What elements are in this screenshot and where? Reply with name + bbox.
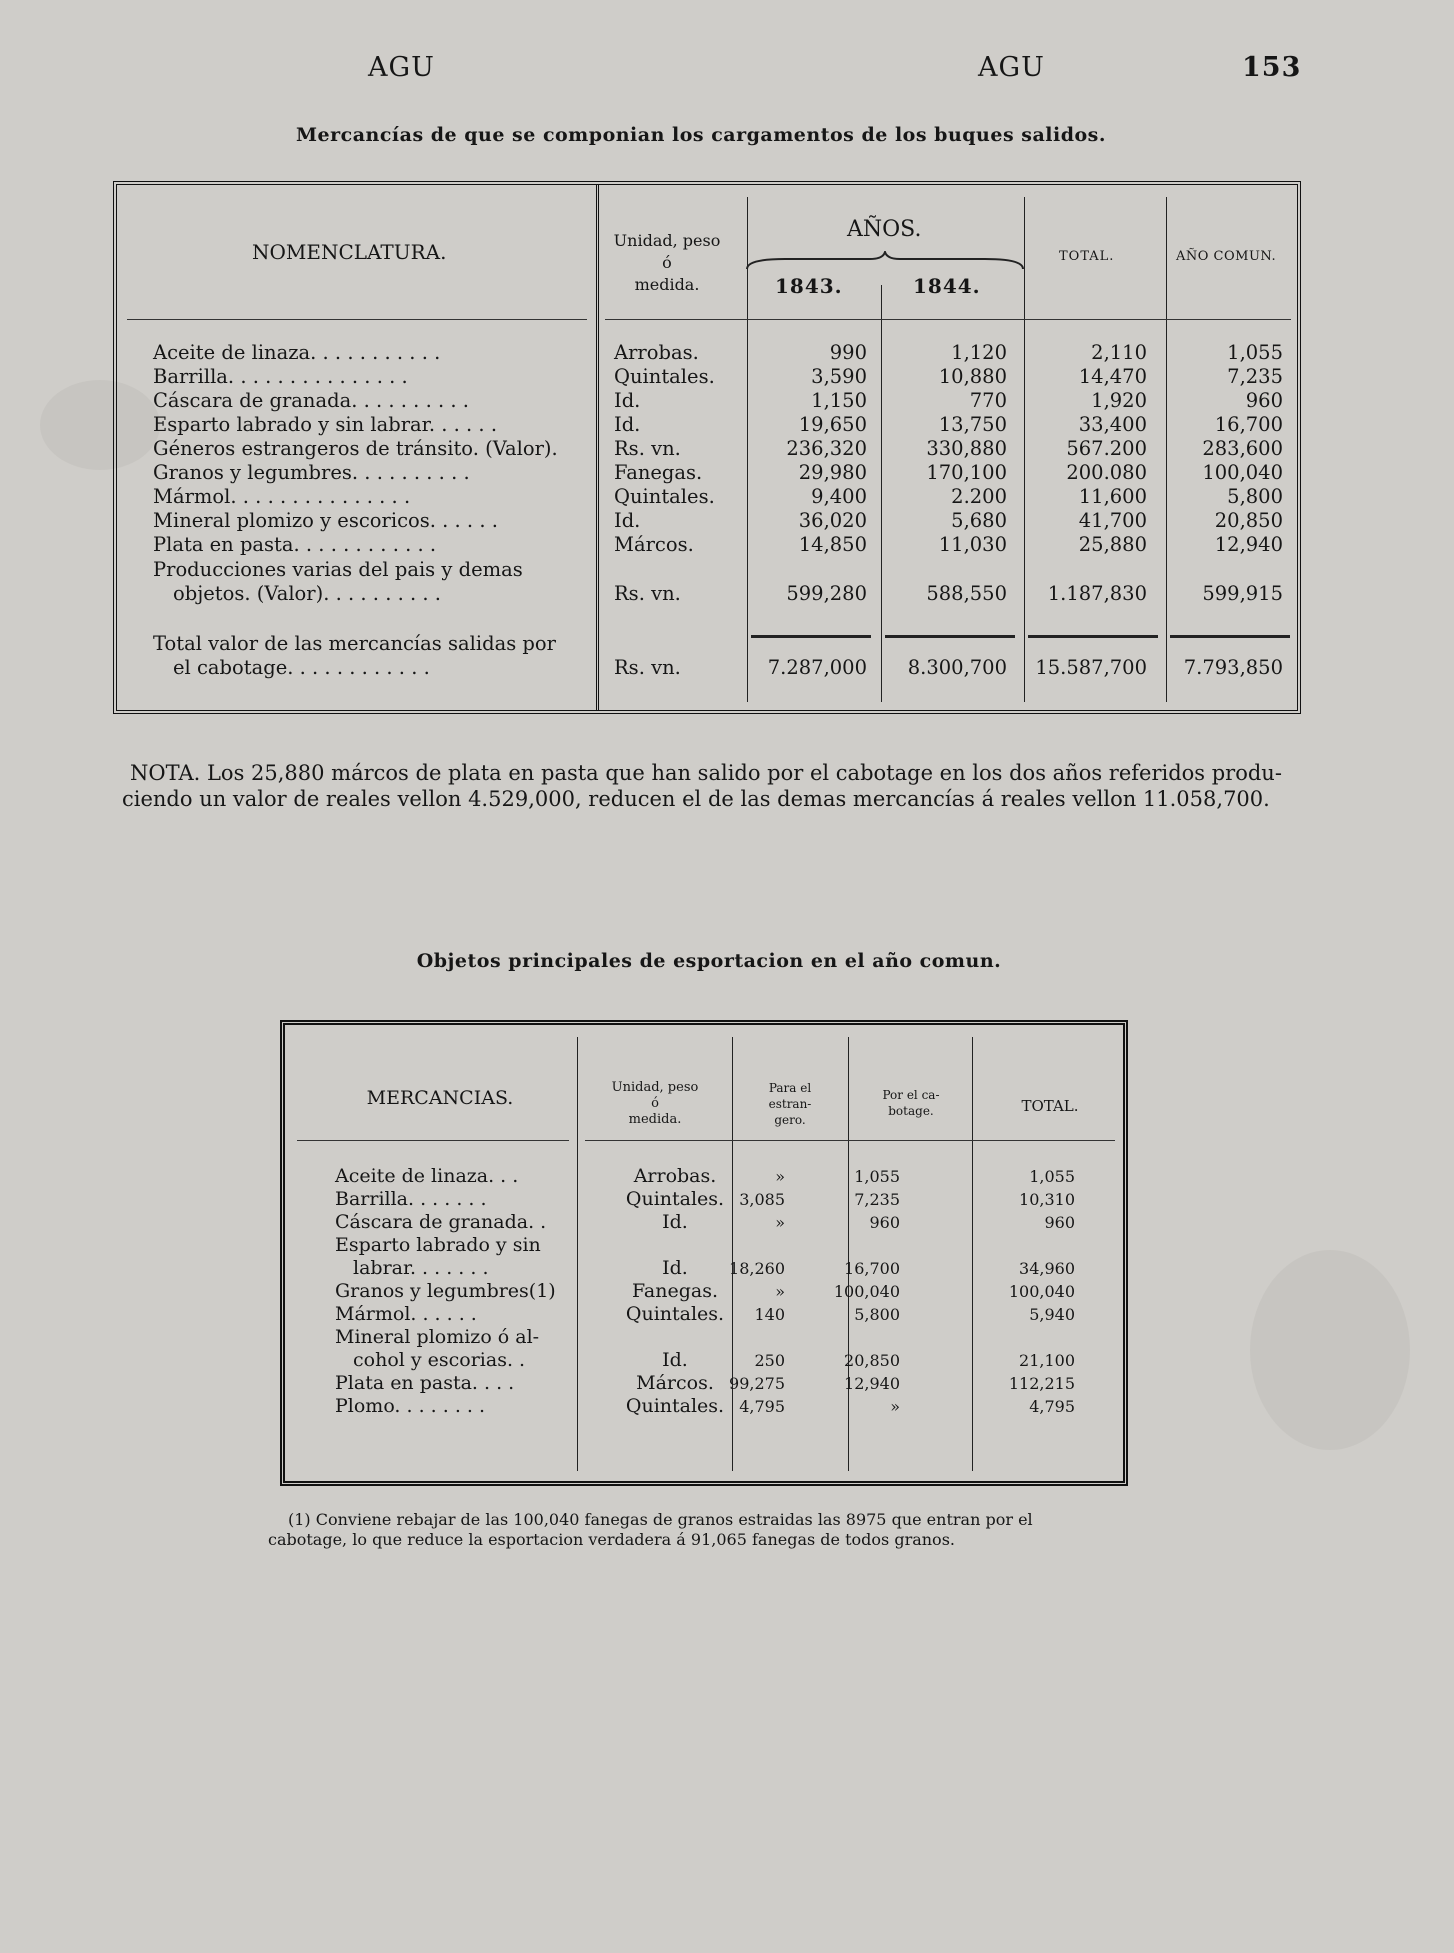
row-unit: Quintales. [625,1395,725,1417]
row-name: objetos. (Valor). . . . . . . . . . [173,582,441,605]
cell-estranjero: 3,085 [739,1190,785,1209]
table-row [285,1280,1123,1302]
cell-estranjero: » [775,1282,785,1301]
cell-cabotage: 16,700 [844,1259,900,1278]
nota-line: ciendo un valor de reales vellon 4.529,000, reducen el de las demas mercancías á reales vellon 11.058,700. [122,787,1270,811]
row-unit: Quintales. [625,1303,725,1325]
table-row [117,632,1297,656]
table-row [117,558,1297,582]
row-name: Aceite de linaza. . . [335,1165,519,1187]
row-unit: Márcos. [614,533,694,556]
table-row [285,1211,1123,1233]
row-unit: Quintales. [614,485,715,508]
header-ano-comun: AÑO COMUN. [1176,249,1277,264]
header-cabotage [856,1087,966,1119]
cell-1843: 19,650 [798,413,867,436]
header-unidad-line: Unidad, peso [613,231,721,250]
header-anos: AÑOS. [847,217,922,242]
row-name: Mineral plomizo ó al- [335,1326,540,1348]
cell-1843: 599,280 [786,582,867,605]
export-table [280,1020,1128,1486]
row-name: Cáscara de granada. . [335,1211,547,1233]
cell-1843: 36,020 [798,509,867,532]
row-unit: Id. [614,413,641,436]
header-rule [127,319,587,320]
row-name: Aceite de linaza. . . . . . . . . . . [153,341,441,364]
nota-text: Los 25,880 márcos de plata en pasta que han salido por el cabotage en los dos años referidos produ- [206,761,1282,785]
cell-total: 4,795 [1029,1397,1075,1416]
nota-line [130,760,1310,786]
cell-cabotage: 5,800 [854,1305,900,1324]
cell-total: 41,700 [1078,509,1147,532]
cell-total: 567.200 [1066,437,1147,460]
table-row [285,1165,1123,1187]
footnote-line: cabotage, lo que reduce la esportacion verdadera á 91,065 fanegas de todos granos. [268,1530,955,1549]
row-unit: Rs. vn. [614,437,681,460]
paper-stain [1250,1250,1410,1450]
row-unit: Quintales. [625,1188,725,1210]
cell-1843: 990 [829,341,867,364]
cell-1844: 1,120 [951,341,1007,364]
cell-comun: 7.793,850 [1183,656,1283,679]
cell-comun: 5,800 [1227,485,1283,508]
running-header-center: AGU [978,52,1045,83]
header-unidad [585,1080,725,1128]
cell-total: 34,960 [1019,1259,1075,1278]
row-name: Cáscara de granada. . . . . . . . . . [153,389,469,412]
row-name: Producciones varias del pais y demas [153,558,523,581]
footnote-line: (1) Conviene rebajar de las 100,040 fanegas de granos estraidas las 8975 que entran por el [288,1510,1033,1529]
cell-1844: 588,550 [926,582,1007,605]
row-name: Mármol. . . . . . [335,1303,477,1325]
cell-estranjero: » [775,1213,785,1232]
cell-1844: 10,880 [938,365,1007,388]
cell-estranjero: 140 [754,1305,785,1324]
header-estranjero-line: gero. [774,1113,806,1127]
cell-comun: 16,700 [1214,413,1283,436]
row-name: Esparto labrado y sin labrar. . . . . . [153,413,498,436]
header-estranjero-line: estran- [768,1097,812,1111]
cell-comun: 20,850 [1214,509,1283,532]
cargo-table [113,181,1301,714]
cell-total: 112,215 [1008,1374,1075,1393]
cell-total: 10,310 [1019,1190,1075,1209]
cell-total: 2,110 [1091,341,1147,364]
table-row [285,1234,1123,1256]
row-unit: Fanegas. [614,461,703,484]
header-unidad-line: ó [651,1096,659,1111]
row-name: Total valor de las mercancías salidas por [153,632,556,655]
row-name: Granos y legumbres(1) [335,1280,556,1302]
cell-1844: 11,030 [938,533,1007,556]
row-name: Plata en pasta. . . . [335,1372,515,1394]
header-cabotage-line: botage. [888,1104,934,1118]
table-row [117,413,1297,437]
row-name: labrar. . . . . . . [353,1257,489,1279]
cell-total: 960 [1044,1213,1075,1232]
header-unidad [612,230,722,296]
cell-total: 15.587,700 [1035,656,1147,679]
row-unit: Rs. vn. [614,656,681,679]
row-name: Barrilla. . . . . . . . . . . . . . . [153,365,408,388]
cell-1843: 236,320 [786,437,867,460]
row-name: Esparto labrado y sin [335,1234,541,1256]
row-unit: Id. [662,1257,688,1279]
table-row [117,656,1297,680]
cell-total: 200.080 [1066,461,1147,484]
cell-comun: 283,600 [1202,437,1283,460]
cell-1843: 9,400 [811,485,867,508]
cell-cabotage: 1,055 [854,1167,900,1186]
cell-cabotage: 100,040 [833,1282,900,1301]
row-name: Granos y legumbres. . . . . . . . . . [153,461,470,484]
row-name: cohol y escorias. . [353,1349,526,1371]
cell-1843: 7.287,000 [767,656,867,679]
header-rule [585,1140,1115,1141]
cell-comun: 960 [1245,389,1283,412]
cell-1844: 2.200 [951,485,1007,508]
cell-estranjero: 99,275 [729,1374,785,1393]
cell-comun: 1,055 [1227,341,1283,364]
running-header-left: AGU [368,52,435,83]
cell-1844: 8.300,700 [907,656,1007,679]
table-row [117,389,1297,413]
row-unit: Arrobas. [614,341,699,364]
table-row [117,485,1297,509]
table-row [117,509,1297,533]
row-name: Mineral plomizo y escoricos. . . . . . [153,509,498,532]
row-unit: Fanegas. [632,1280,718,1302]
cell-cabotage: » [890,1397,900,1416]
table-row [117,461,1297,485]
cell-1844: 170,100 [926,461,1007,484]
row-unit: Quintales. [614,365,715,388]
header-unidad-line: Unidad, peso [611,1080,699,1095]
page-number: 153 [1242,52,1302,83]
cell-cabotage: 12,940 [844,1374,900,1393]
cell-1843: 29,980 [798,461,867,484]
table-row [117,533,1297,557]
cell-comun: 599,915 [1202,582,1283,605]
row-unit: Márcos. [636,1372,714,1394]
cell-1843: 3,590 [811,365,867,388]
header-year-1843: 1843. [775,274,843,298]
table-row [285,1257,1123,1279]
cell-cabotage: 7,235 [854,1190,900,1209]
table-row [285,1349,1123,1371]
cell-1844: 770 [969,389,1007,412]
header-nomenclatura: NOMENCLATURA. [252,240,447,264]
row-name: Plomo. . . . . . . . [335,1395,486,1417]
row-name: Géneros estrangeros de tránsito. (Valor). [153,437,558,460]
cell-total: 11,600 [1078,485,1147,508]
header-estranjero [740,1080,840,1128]
table-row [285,1372,1123,1394]
row-unit: Id. [614,389,641,412]
table-row [117,437,1297,461]
cell-estranjero: 4,795 [739,1397,785,1416]
header-total: TOTAL. [1021,1097,1079,1115]
header-mercancias: MERCANCIAS. [366,1087,514,1109]
header-cabotage-line: Por el ca- [882,1088,940,1102]
cell-1843: 14,850 [798,533,867,556]
header-unidad-line: ó [662,253,672,272]
row-name: el cabotage. . . . . . . . . . . . [173,656,430,679]
cell-total: 100,040 [1008,1282,1075,1301]
row-unit: Id. [662,1349,688,1371]
cell-cabotage: 960 [869,1213,900,1232]
curly-brace [745,251,1025,271]
table-row [285,1188,1123,1210]
cell-cabotage: 20,850 [844,1351,900,1370]
header-total: TOTAL. [1059,249,1115,264]
header-rule [297,1140,569,1141]
table-row [117,341,1297,365]
cell-comun: 100,040 [1202,461,1283,484]
row-name: Barrilla. . . . . . . [335,1188,487,1210]
cell-estranjero: 250 [754,1351,785,1370]
table-row [285,1326,1123,1348]
cell-estranjero: » [775,1167,785,1186]
cell-1843: 1,150 [811,389,867,412]
cell-comun: 7,235 [1227,365,1283,388]
table-row [117,582,1297,606]
row-unit: Id. [662,1211,688,1233]
cell-1844: 330,880 [926,437,1007,460]
table2-title: Objetos principales de esportacion en el año comun. [416,950,1002,972]
row-name: Mármol. . . . . . . . . . . . . . . [153,485,411,508]
cell-total: 1,055 [1029,1167,1075,1186]
cell-total: 33,400 [1078,413,1147,436]
cell-total: 1,920 [1091,389,1147,412]
cell-total: 5,940 [1029,1305,1075,1324]
cell-total: 21,100 [1019,1351,1075,1370]
row-unit: Id. [614,509,641,532]
row-name: Plata en pasta. . . . . . . . . . . . [153,533,437,556]
cell-comun: 12,940 [1214,533,1283,556]
cell-total: 14,470 [1078,365,1147,388]
row-unit: Arrobas. [633,1165,717,1187]
header-rule [605,319,1291,320]
table1-title: Mercancías de que se componian los cargamentos de los buques salidos. [296,124,1106,146]
header-unidad-line: medida. [634,275,700,294]
cell-total: 25,880 [1078,533,1147,556]
header-unidad-line: medida. [628,1112,682,1127]
cell-total: 1.187,830 [1047,582,1147,605]
header-year-1844: 1844. [913,274,981,298]
header-estranjero-line: Para el [768,1081,812,1095]
footnote [268,1510,1138,1550]
table-row [285,1303,1123,1325]
cell-estranjero: 18,260 [729,1259,785,1278]
table-row [117,365,1297,389]
row-unit: Rs. vn. [614,582,681,605]
cell-1844: 5,680 [951,509,1007,532]
cell-1844: 13,750 [938,413,1007,436]
nota-label: NOTA. [130,761,201,785]
nota-paragraph [122,760,1310,812]
table-row [285,1395,1123,1417]
